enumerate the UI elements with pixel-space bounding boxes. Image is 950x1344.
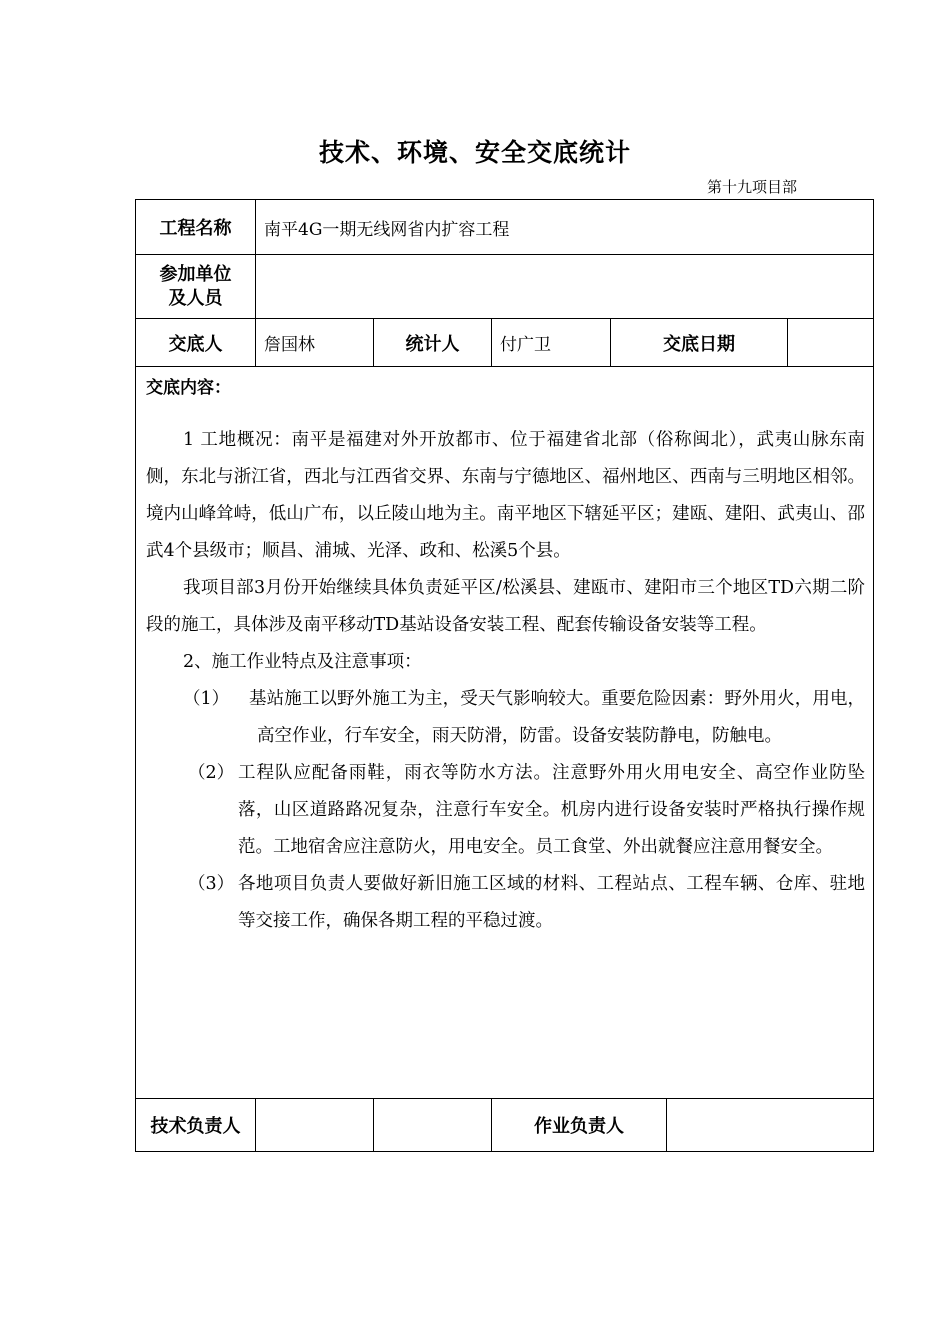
tech-lead-value bbox=[256, 1099, 374, 1152]
work-lead-label: 作业负责人 bbox=[492, 1099, 667, 1152]
list-marker-3: （3） bbox=[188, 874, 235, 894]
project-name-row bbox=[136, 200, 874, 255]
content-heading: 交底内容： bbox=[146, 378, 231, 398]
content-paragraph-scope: 我项目部3月份开始继续具体负责延平区/松溪县、建瓯市、建阳市三个地区TD六期二阶段的施工，具体涉及南平移动TD基站设备安装工程、配套传输设备安装等工程。 bbox=[146, 578, 866, 635]
content-row bbox=[136, 367, 874, 1099]
statistician-value: 付广卫 bbox=[492, 319, 611, 367]
content-paragraph-notes-heading: 2、施工作业特点及注意事项： bbox=[183, 652, 422, 672]
list-item-3 bbox=[136, 866, 873, 940]
content-paragraph-overview: 1 工地概况：南平是福建对外开放都市、位于福建省北部（俗称闽北），武夷山脉东南侧，东北与浙江省，西北与江西省交界、东南与宁德地区、福州地区、西南与三明地区相邻。境内山峰耸峙，低山广布，以丘陵山地为主。南平地区下辖延平区；建瓯、建阳、武夷山、邵武4个县级市；顺昌、浦城、光泽、政和、松溪5个县。 bbox=[146, 430, 866, 561]
participants-row bbox=[136, 255, 874, 319]
list-marker-1: （1） bbox=[183, 689, 230, 709]
list-text-2: 工程队应配备雨鞋，雨衣等防水方法。注意野外用火用电安全、高空作业防坠落，山区道路路况复杂，注意行车安全。机房内进行设备安装时严格执行操作规范。工地宿舍应注意防火，用电安全。员工食堂、外出就餐应注意用餐安全。 bbox=[238, 763, 866, 857]
participants-label-line1: 参加单位 bbox=[159, 263, 232, 285]
date-value bbox=[788, 319, 874, 367]
tech-lead-value-extension bbox=[374, 1099, 492, 1152]
briefing-form-table bbox=[135, 199, 874, 1152]
project-name-value: 南平4G一期无线网省内扩容工程 bbox=[256, 200, 874, 255]
briefer-value: 詹国林 bbox=[256, 319, 374, 367]
list-item-1 bbox=[136, 681, 873, 755]
briefer-row bbox=[136, 319, 874, 367]
participants-value bbox=[256, 255, 874, 319]
signature-row bbox=[136, 1099, 874, 1152]
briefer-label: 交底人 bbox=[136, 319, 256, 367]
list-text-3: 各地项目负责人要做好新旧施工区域的材料、工程站点、工程车辆、仓库、驻地等交接工作，确保各期工程的平稳过渡。 bbox=[238, 874, 866, 931]
project-name-label: 工程名称 bbox=[136, 200, 256, 255]
content-cell bbox=[136, 367, 874, 1099]
work-lead-value bbox=[667, 1099, 874, 1152]
document-title: 技术、环境、安全交底统计 bbox=[318, 138, 631, 167]
department-label: 第十九项目部 bbox=[707, 178, 798, 196]
list-marker-2: （2） bbox=[188, 763, 235, 783]
list-text-1: 基站施工以野外施工为主，受天气影响较大。重要危险因素：野外用火，用电，高空作业，行车安全，雨天防滑，防雷。设备安装防静电，防触电。 bbox=[249, 689, 866, 746]
date-label: 交底日期 bbox=[611, 319, 788, 367]
participants-label bbox=[136, 255, 256, 319]
statistician-label: 统计人 bbox=[374, 319, 492, 367]
tech-lead-label: 技术负责人 bbox=[136, 1099, 256, 1152]
participants-label-line2: 及人员 bbox=[168, 287, 223, 309]
list-item-2 bbox=[136, 755, 873, 866]
